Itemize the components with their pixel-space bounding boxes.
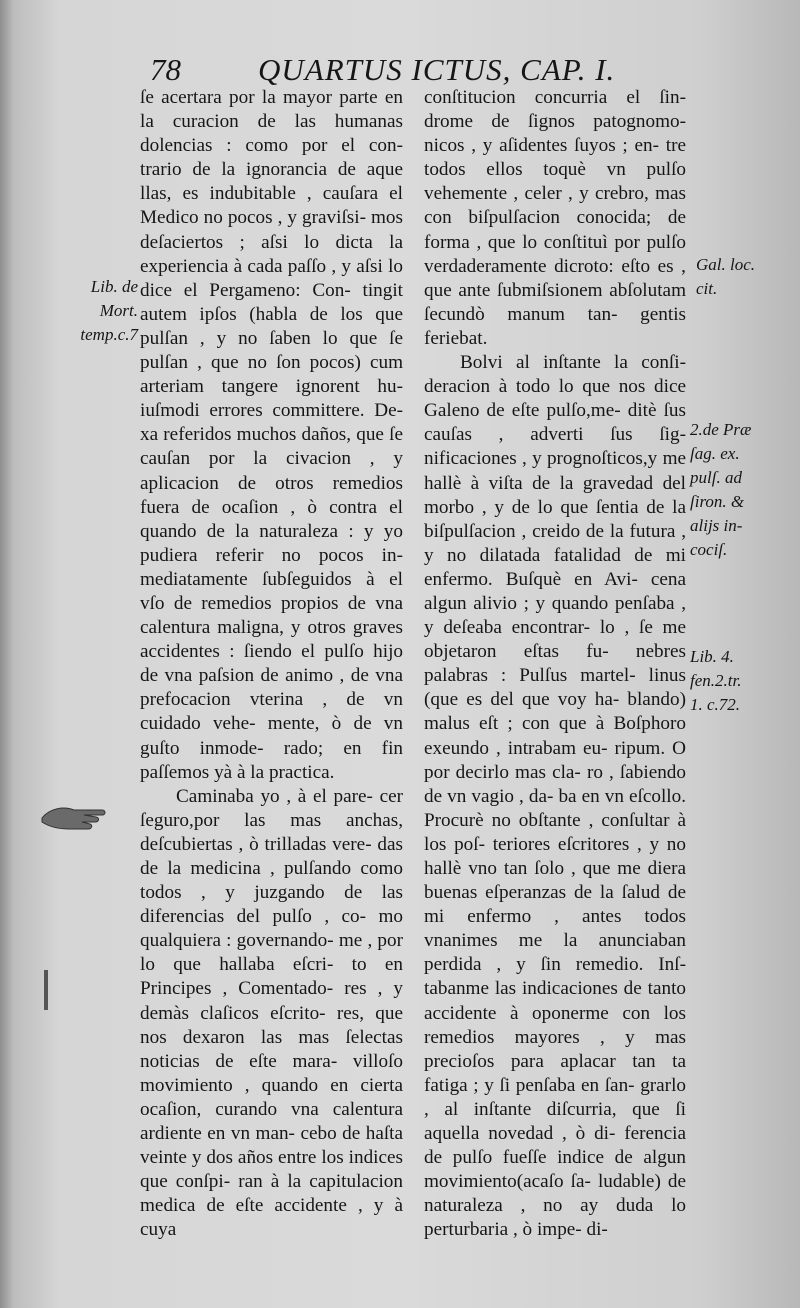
text-line: vſo de remedios propios de [140, 592, 366, 614]
text-line: del morbo , y de lo que ſentia [424, 472, 687, 518]
text-line: deſcubiertas , ò trilladas vere- [140, 833, 372, 855]
running-title: QUARTUS ICTUS, CAP. I. [258, 52, 616, 87]
margin-note-right-2: 2.de Præ ſag. ex. pulſ. ad ſiron. & alijs in- cociſ. [690, 420, 752, 559]
margin-mark [44, 970, 48, 1010]
text-line: de mi enfermo. Buſquè en Avi- [424, 544, 686, 590]
text-line: nificaciones , y prognoſticos,y [424, 448, 658, 470]
text-line: tabanme las indicaciones de [424, 978, 642, 1000]
text-line: trario de la ignorancia de aque [140, 159, 403, 181]
text-line: blando) malus eſt ; con que à [424, 689, 686, 735]
page-number: 78 [150, 52, 181, 87]
text-line: duda lo perturbaria , ò impe- [424, 1195, 687, 1241]
text-line: ferencia de pulſo fueſſe indice [424, 1123, 687, 1169]
text-line: rado; en fin paſſemos yà à la [140, 737, 403, 783]
text-line: ba en vn eſcollo. Procurè no [424, 785, 686, 831]
text-line: linus (que es del que voy ha- [424, 665, 686, 711]
text-line: drome de ſignos patognomo- [424, 111, 686, 133]
text-line: dice Galeno de eſte pulſo,me- [424, 376, 687, 422]
text-line: conſtitucion concurria el ſin- [424, 87, 686, 108]
text-line: Boſphoro exeundo , intrabam eu- [424, 713, 686, 759]
text-line: vno tan ſolo , que me diera [468, 858, 686, 879]
text-line: eſto es , que ante ſubmiſsionem [424, 255, 686, 301]
margin-note-right-1: Gal. loc. cit. [696, 255, 756, 298]
text-line: calentura ardiente en vn man- [140, 1098, 403, 1145]
text-line: pulſo hijo de vna paſsion de [140, 641, 403, 687]
text-line: me hallè à viſta de la gravedad [424, 448, 687, 494]
text-line: fuera de ocaſion , ò contra el [140, 496, 403, 518]
text-line: ro , ſabiendo de vn vagio , da- [424, 761, 686, 807]
text-line: ditè ſus cauſas , adverti ſus ſig- [424, 400, 686, 446]
text-line: buenas eſperanzas de la ſalud [424, 882, 661, 904]
page-header [150, 50, 616, 90]
text-line: nebres palabras : Pulſus martel- [424, 641, 686, 687]
text-line: perdida , y ſin remedio. Inſ- [424, 954, 686, 976]
text-line: tingit autem ipſos (habla de los [140, 279, 403, 325]
text-line: res , y demàs claſicos eſcrito- [140, 978, 404, 1024]
text-line: futura , y no dilatada fatalidad [424, 520, 686, 566]
text-line: de forma , que lo conſtituì por [424, 207, 686, 253]
text-line: vnanimes me la anunciaban [424, 930, 686, 952]
text-line: me , por lo que hallaba eſcri- [140, 930, 403, 976]
text-line: obſtante , conſultar à los poſ- [424, 809, 687, 855]
text-line: Bolvi al inſtante la conſi- [460, 352, 686, 374]
text-line: grarlo , al inſtante diſcurria, [424, 1074, 687, 1120]
text-line: ta fatiga ; y ſi penſaba en ſan- [424, 1050, 687, 1096]
text-line: cebo de haſta veinte y dos años [140, 1123, 404, 1169]
text-line: Caminaba yo , à el pare- [176, 785, 373, 807]
text-line: con los remedios mayores , y [424, 1002, 686, 1048]
text-line: teriores eſcritores , y no hallè [424, 833, 686, 879]
text-line: res, que nos dexaron las mas [140, 1002, 404, 1048]
text-line: mediatamente ſubſeguidos à el [140, 568, 403, 590]
text-line: das de la medicina , pulſando [140, 833, 403, 879]
text-line: que pulſan , y no ſaben lo que [140, 303, 403, 349]
text-line: de eſte accidente , y à cuya [140, 1195, 403, 1241]
text-line: de la biſpulſacion , creido de la [424, 496, 686, 542]
text-line: animo , de vna prefocacion [140, 665, 403, 711]
text-line: vterina , de vn cuidado vehe- [140, 689, 403, 735]
text-line: mo qualquiera : governando- [140, 906, 404, 952]
text-line: vehemente , celer , y crebro, [424, 183, 649, 205]
text-line: villoſo movimiento , quando [140, 1050, 403, 1096]
text-line: ran à la capitulacion medica [140, 1171, 403, 1217]
text-line: ripum. O por decirlo mas cla- [424, 737, 686, 783]
text-line: xa referidos muchos daños, que [140, 424, 384, 446]
text-line: ſe pulſan , que no ſon pocos) [140, 327, 404, 374]
text-line: mos deſaciertos ; aſsi lo dicta [140, 207, 403, 253]
text-line: ſe cauſan por la civacion , y [140, 424, 403, 470]
text-line: pudiera referir no pocos in- [140, 544, 403, 566]
text-line: de mi enfermo , antes todos [424, 882, 687, 928]
text-line: como todos , y juzgando de [140, 858, 403, 904]
text-line: Medico no pocos , y graviſsi- [140, 207, 366, 229]
text-line: en la curacion de las humanas [140, 87, 403, 133]
text-line: de algun movimiento(acaſo ſa- [424, 1147, 686, 1193]
margin-note-left: Lib. de Mort. temp.c.7 [80, 277, 138, 344]
text-line: cer ſeguro,por las mas anchas, [140, 785, 403, 831]
text-line: pulſo verdaderamente dicroto: [424, 231, 687, 277]
text-line: mente, ò de vn guſto inmode- [140, 713, 403, 759]
text-line: deracion à todo lo que nos [424, 376, 646, 398]
paragraph [140, 86, 403, 785]
text-line: llas, es indubitable , cauſara el [140, 183, 403, 205]
paragraph [140, 785, 403, 1243]
left-column [140, 86, 403, 1243]
text-line: en cierta ocaſion, curando vna [140, 1074, 404, 1120]
text-line: ſe acertara por la mayor parte [140, 87, 378, 108]
text-line: tanto accidente à oponerme [424, 978, 686, 1024]
text-line: las diferencias del pulſo , co- [140, 882, 403, 928]
text-line: mas precioſos para aplacar tan [424, 1026, 686, 1072]
text-line: aſsi lo dice el Pergameno: Con- [140, 255, 403, 301]
text-line: que ſi aquella novedad , ò di- [424, 1098, 686, 1145]
text-line: ludable) de naturaleza , no ay [424, 1171, 687, 1217]
margin-note-right-3: Lib. 4. fen.2.tr. 1. c.72. [690, 647, 742, 714]
text-line: cena algun alivio ; y quando [424, 568, 687, 614]
text-line: di- [586, 1219, 608, 1241]
text-line: dolencias : como por el con- [140, 135, 403, 157]
text-line: tre todos ellos toquè vn pulſo [424, 135, 686, 181]
text-line: to en Principes , Comentado- [140, 954, 403, 1000]
paragraph [424, 86, 686, 351]
text-line: penſaba , y deſeaba encontrar- [424, 592, 686, 639]
text-line: entre los indices que conſpi- [140, 1147, 403, 1193]
text-line: quando de la naturaleza : y yo [140, 520, 403, 542]
text-line: lo , ſe me objetaron eſtas fu- [424, 617, 687, 663]
text-line: nicos , y aſidentes ſuyos ; en- [424, 135, 659, 157]
text-line: mas con biſpulſacion conocida; [424, 183, 687, 229]
right-column [424, 86, 686, 1243]
text-line: la experiencia à cada paſſo , y [140, 231, 404, 277]
text-line: cum arteriam tangere ignorent hu- [140, 352, 403, 398]
text-line: aplicacion de otros remedios [140, 472, 403, 494]
text-line: abſolutam ſecundò manum tan- [424, 279, 686, 325]
paragraph [424, 351, 686, 1242]
text-line: graves accidentes : ſiendo el [140, 617, 403, 663]
text-line: gentis feriebat. [424, 303, 687, 349]
text-line: practica. [268, 761, 335, 783]
text-line: iuſmodi errores committere. De- [140, 400, 403, 422]
pointing-hand-icon [40, 800, 110, 834]
text-line: vna calentura maligna, y otros [140, 592, 403, 639]
text-line: ſelectas noticias de eſte mara- [140, 1026, 403, 1072]
